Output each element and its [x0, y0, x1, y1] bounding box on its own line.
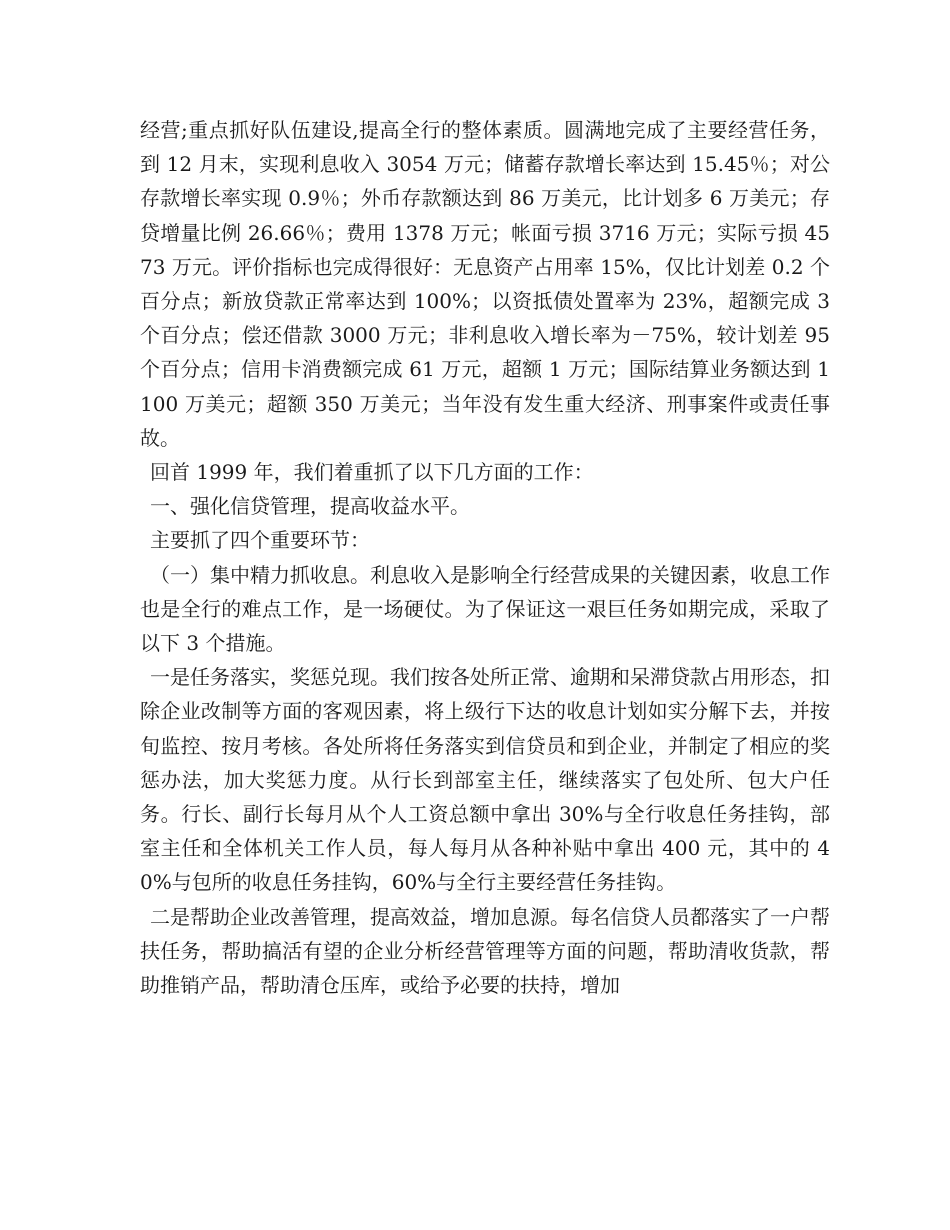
paragraph-measure-two: 二是帮助企业改善管理，提高效益，增加息源。每名信贷人员都落实了一户帮扶任务，帮助搞活有望的企业分析经营管理等方面的问题，帮助清收货款，帮助推销产品，帮助清仓压库，或给予必要的扶持，增加	[140, 904, 830, 998]
paragraph-four-links: 主要抓了四个重要环节：	[150, 528, 370, 553]
paragraph-review-1999: 回首 1999 年，我们着重抓了以下几方面的工作：	[150, 460, 594, 485]
document-page	[140, 113, 830, 1002]
paragraph-measure-one: 一是任务落实，奖惩兑现。我们按各处所正常、逾期和呆滞贷款占用形态，扣除企业改制等方面的客观因素，将上级行下达的收息计划如实分解下去，并按旬监控、按月考核。各处所将任务落实到信贷员和到企业，并制定了相应的奖惩办法，加大奖惩力度。从行长到部室主任，继续落实了包处所、包大户任务。行长、副行长每月从个人工资总额中拿出 30%与全行收息任务挂钩，部室主任和全体机关工作人员，每人每月从各种补贴中拿出 400 元，其中的 40%与包所的收息任务挂钩，60%与全行主要经营任务挂钩。	[140, 665, 830, 895]
section-heading-credit-management: 一、强化信贷管理，提高收益水平。	[150, 494, 470, 519]
paragraph-interest-collection: （一）集中精力抓收息。利息收入是影响全行经营成果的关键因素，收息工作也是全行的难点工作，是一场硬仗。为了保证这一艰巨任务如期完成，采取了以下 3 个措施。	[140, 562, 830, 656]
paragraph-summary: 经营;重点抓好队伍建设,提高全行的整体素质。圆满地完成了主要经营任务，到 12 月末，实现利息收入 3054 万元；储蓄存款增长率达到 15.45％；对公存款增长率实现 0.9％；外币存款额达到 86 万美元，比计划多 6 万美元；存贷增量比例 26.66％；费用 1378 万元；帐面亏损 3716 万元；实际亏损 4573 万元。评价指标也完成得很好：无息资产占用率 15%，仅比计划差 0.2 个百分点；新放贷款正常率达到 100%；以资抵债处置率为 23%，超额完成 3 个百分点；偿还借款 3000 万元；非利息收入增长率为－75%，较计划差 95 个百分点；信用卡消费额完成 61 万元，超额 1 万元；国际结算业务额达到 1100 万美元；超额 350 万美元；当年没有发生重大经济、刑事案件或责任事故。	[140, 118, 830, 450]
